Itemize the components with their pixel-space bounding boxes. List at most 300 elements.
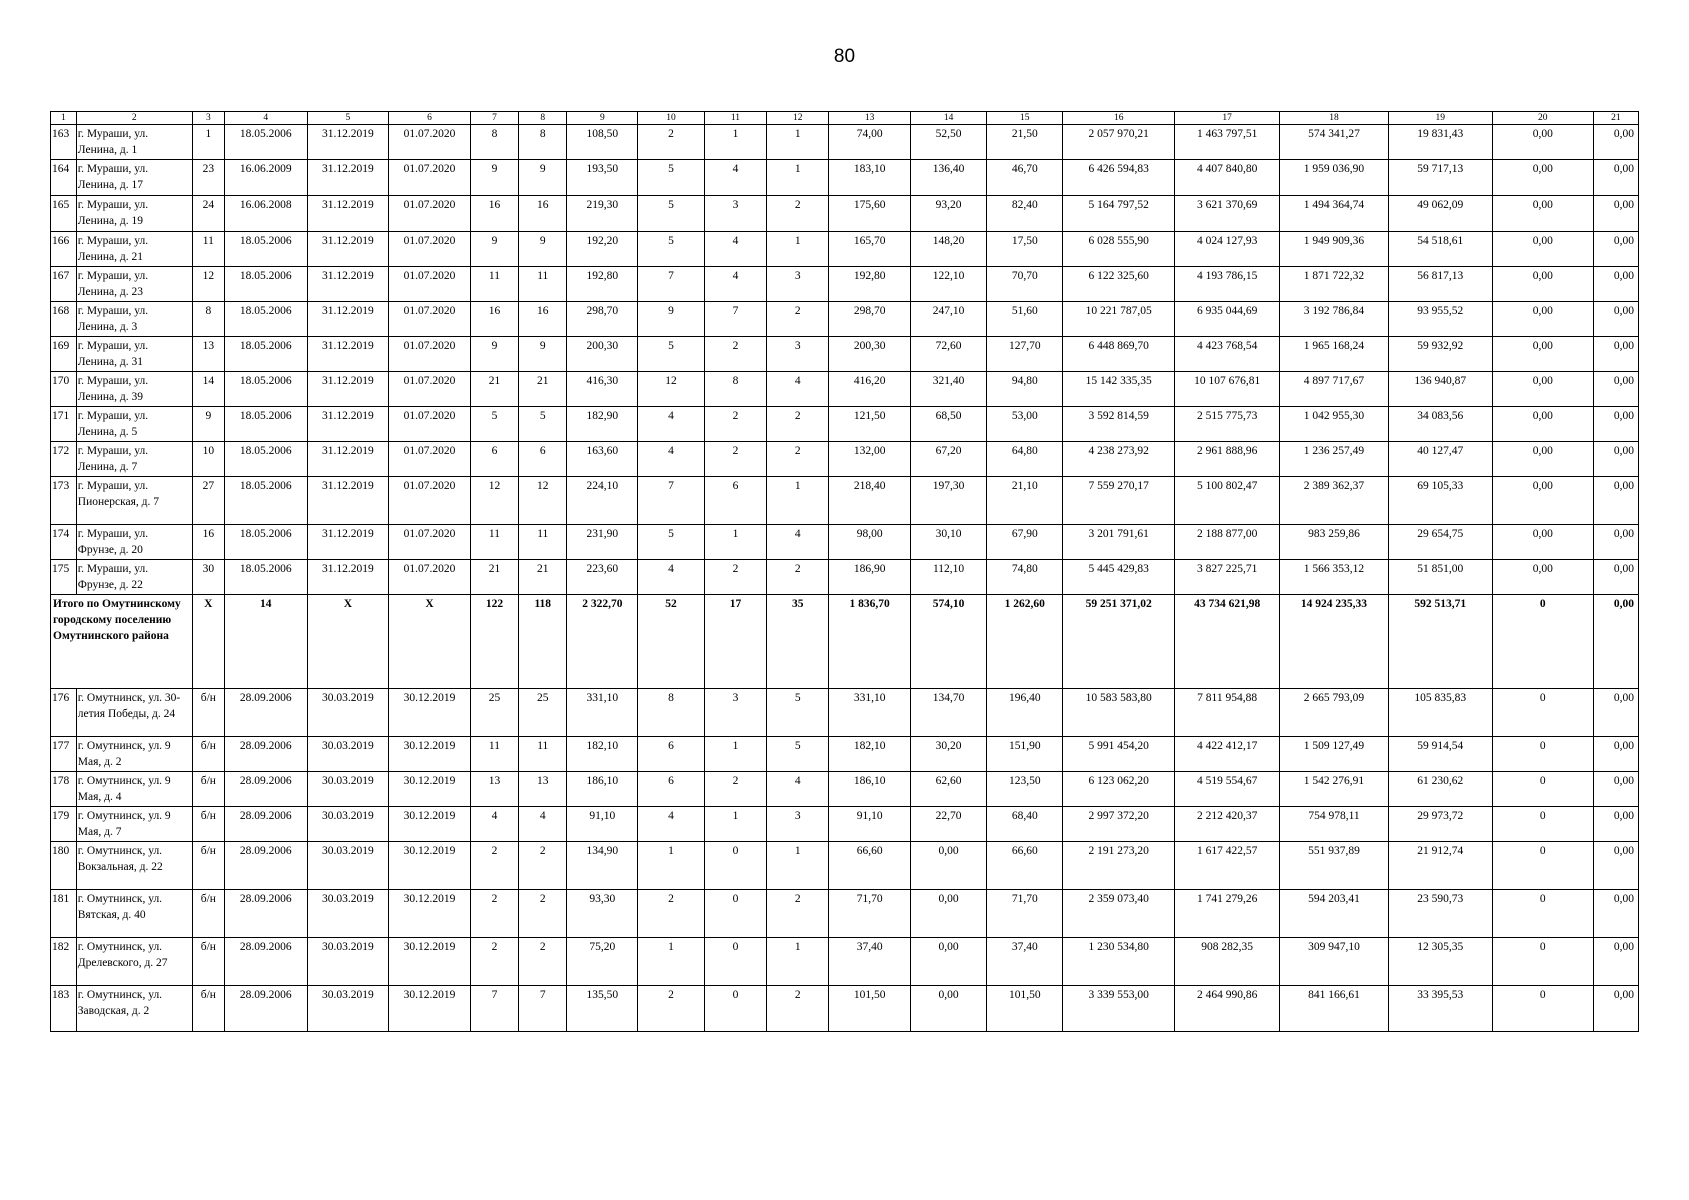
table-cell: 180: [51, 842, 77, 890]
table-cell: 9: [638, 302, 705, 337]
table-cell: 6 448 869,70: [1063, 337, 1175, 372]
table-cell: 01.07.2020: [389, 302, 471, 337]
table-cell: 309 947,10: [1280, 938, 1388, 986]
column-number: 5: [307, 112, 389, 125]
address-cell: г. Мураши, ул. Ленина, д. 5: [76, 407, 192, 442]
total-row: [51, 595, 1639, 689]
table-cell: 2: [767, 560, 829, 595]
column-number: 10: [638, 112, 705, 125]
address-cell: г. Мураши, ул. Ленина, д. 23: [76, 267, 192, 302]
table-cell: 21,50: [987, 125, 1063, 160]
table-cell: 21 912,74: [1388, 842, 1492, 890]
table-cell: 18.05.2006: [224, 372, 307, 407]
table-cell: 1: [767, 125, 829, 160]
table-cell: 31.12.2019: [307, 372, 389, 407]
table-cell: б/н: [192, 938, 224, 986]
table-cell: б/н: [192, 986, 224, 1032]
table-cell: 6: [638, 772, 705, 807]
table-cell: 6 028 555,90: [1063, 232, 1175, 267]
table-cell: 51,60: [987, 302, 1063, 337]
table-cell: 0,00: [1593, 986, 1638, 1032]
table-cell: 5: [767, 689, 829, 737]
table-cell: 0,00: [1492, 337, 1593, 372]
table-row: [51, 372, 1639, 407]
table-cell: 2: [470, 890, 518, 938]
table-cell: 0,00: [1593, 232, 1638, 267]
table-cell: 2: [704, 442, 766, 477]
total-cell: 1 262,60: [987, 595, 1063, 689]
table-cell: 67,90: [987, 525, 1063, 560]
table-cell: 5 164 797,52: [1063, 196, 1175, 232]
table-cell: 3 339 553,00: [1063, 986, 1175, 1032]
total-label: Итого по Омутнинскому городскому поселению Омутнинского района: [51, 595, 193, 689]
table-cell: 31.12.2019: [307, 442, 389, 477]
table-cell: 0: [1492, 689, 1593, 737]
table-cell: 74,80: [987, 560, 1063, 595]
column-number: 17: [1175, 112, 1280, 125]
table-cell: 0,00: [1593, 302, 1638, 337]
table-cell: 166: [51, 232, 77, 267]
table-row: [51, 525, 1639, 560]
table-cell: 49 062,09: [1388, 196, 1492, 232]
table-cell: 6 123 062,20: [1063, 772, 1175, 807]
column-number: 4: [224, 112, 307, 125]
table-cell: 12: [519, 477, 567, 525]
table-cell: 2 212 420,37: [1175, 807, 1280, 842]
table-row: [51, 267, 1639, 302]
table-cell: 10: [192, 442, 224, 477]
table-cell: 2: [470, 938, 518, 986]
table-cell: 16.06.2009: [224, 160, 307, 196]
table-cell: 30.12.2019: [389, 938, 471, 986]
table-cell: 52,50: [910, 125, 986, 160]
table-cell: 1: [704, 525, 766, 560]
table-cell: 75,20: [567, 938, 638, 986]
table-cell: 0: [1492, 772, 1593, 807]
table-cell: 28.09.2006: [224, 737, 307, 772]
table-cell: 1 236 257,49: [1280, 442, 1388, 477]
table-cell: 3: [704, 689, 766, 737]
address-cell: г. Мураши, ул. Ленина, д. 17: [76, 160, 192, 196]
table-cell: 167: [51, 267, 77, 302]
total-cell: 14 924 235,33: [1280, 595, 1388, 689]
table-cell: 21: [470, 372, 518, 407]
table-cell: 01.07.2020: [389, 477, 471, 525]
table-cell: 82,40: [987, 196, 1063, 232]
table-cell: 136 940,87: [1388, 372, 1492, 407]
table-cell: 1: [638, 842, 705, 890]
table-cell: 12 305,35: [1388, 938, 1492, 986]
table-cell: 0: [704, 938, 766, 986]
table-cell: 8: [192, 302, 224, 337]
table-cell: 51 851,00: [1388, 560, 1492, 595]
table-cell: 0,00: [1593, 125, 1638, 160]
table-cell: 0,00: [1593, 407, 1638, 442]
table-cell: 59 717,13: [1388, 160, 1492, 196]
table-cell: 18.05.2006: [224, 125, 307, 160]
table-cell: 9: [470, 160, 518, 196]
address-cell: г. Мураши, ул. Ленина, д. 19: [76, 196, 192, 232]
table-cell: 11: [519, 737, 567, 772]
table-cell: 298,70: [567, 302, 638, 337]
table-cell: 2 997 372,20: [1063, 807, 1175, 842]
table-cell: 4: [704, 160, 766, 196]
total-cell: X: [307, 595, 389, 689]
table-row: [51, 890, 1639, 938]
table-cell: б/н: [192, 842, 224, 890]
table-cell: 101,50: [829, 986, 911, 1032]
table-cell: 23 590,73: [1388, 890, 1492, 938]
table-cell: 62,60: [910, 772, 986, 807]
table-cell: 331,10: [829, 689, 911, 737]
table-cell: 416,20: [829, 372, 911, 407]
table-row: [51, 337, 1639, 372]
table-cell: 71,70: [829, 890, 911, 938]
table-row: [51, 807, 1639, 842]
table-cell: 93 955,52: [1388, 302, 1492, 337]
table-cell: 0,00: [910, 842, 986, 890]
table-cell: 2: [767, 986, 829, 1032]
table-cell: 4 238 273,92: [1063, 442, 1175, 477]
table-row: [51, 232, 1639, 267]
table-cell: 7 811 954,88: [1175, 689, 1280, 737]
table-cell: 4: [519, 807, 567, 842]
table-cell: 34 083,56: [1388, 407, 1492, 442]
table-cell: 13: [192, 337, 224, 372]
table-cell: 0,00: [1593, 807, 1638, 842]
table-cell: 5 991 454,20: [1063, 737, 1175, 772]
table-cell: 70,70: [987, 267, 1063, 302]
table-cell: 18.05.2006: [224, 560, 307, 595]
table-cell: 18.05.2006: [224, 407, 307, 442]
table-cell: 168: [51, 302, 77, 337]
table-row: [51, 477, 1639, 525]
total-cell: 17: [704, 595, 766, 689]
table-cell: 4: [704, 232, 766, 267]
column-number: 7: [470, 112, 518, 125]
table-cell: 0,00: [1492, 196, 1593, 232]
table-cell: 30,20: [910, 737, 986, 772]
table-cell: 224,10: [567, 477, 638, 525]
table-cell: 3: [767, 807, 829, 842]
table-cell: 21,10: [987, 477, 1063, 525]
table-cell: 31.12.2019: [307, 407, 389, 442]
total-cell: 52: [638, 595, 705, 689]
address-cell: г. Мураши, ул. Фрунзе, д. 20: [76, 525, 192, 560]
table-cell: 4: [767, 772, 829, 807]
table-cell: 37,40: [987, 938, 1063, 986]
table-cell: 7: [704, 302, 766, 337]
table-cell: 30.03.2019: [307, 689, 389, 737]
table-cell: 11: [519, 267, 567, 302]
table-cell: 01.07.2020: [389, 160, 471, 196]
table-cell: 98,00: [829, 525, 911, 560]
table-cell: б/н: [192, 772, 224, 807]
column-number: 18: [1280, 112, 1388, 125]
address-cell: г. Омутнинск, ул. 30-летия Победы, д. 24: [76, 689, 192, 737]
table-cell: 01.07.2020: [389, 560, 471, 595]
table-cell: 64,80: [987, 442, 1063, 477]
address-cell: г. Омутнинск, ул. Вятская, д. 40: [76, 890, 192, 938]
table-cell: 4 407 840,80: [1175, 160, 1280, 196]
table-cell: 30.03.2019: [307, 807, 389, 842]
table-cell: 1 542 276,91: [1280, 772, 1388, 807]
registry-table: [50, 111, 1639, 1032]
column-number: 11: [704, 112, 766, 125]
table-cell: 10 221 787,05: [1063, 302, 1175, 337]
table-cell: 0,00: [1492, 160, 1593, 196]
table-cell: 2 515 775,73: [1175, 407, 1280, 442]
table-cell: 15 142 335,35: [1063, 372, 1175, 407]
table-cell: 54 518,61: [1388, 232, 1492, 267]
table-cell: 30.12.2019: [389, 986, 471, 1032]
table-cell: 2: [767, 196, 829, 232]
table-cell: 29 654,75: [1388, 525, 1492, 560]
table-cell: 10 583 583,80: [1063, 689, 1175, 737]
table-cell: 163,60: [567, 442, 638, 477]
table-cell: 4: [704, 267, 766, 302]
table-cell: 5 445 429,83: [1063, 560, 1175, 595]
table-cell: 148,20: [910, 232, 986, 267]
table-cell: 1 566 353,12: [1280, 560, 1388, 595]
table-cell: 9: [519, 160, 567, 196]
table-cell: 1: [704, 807, 766, 842]
table-cell: 183: [51, 986, 77, 1032]
table-cell: 4: [638, 560, 705, 595]
table-cell: 0,00: [1593, 689, 1638, 737]
table-cell: 53,00: [987, 407, 1063, 442]
table-cell: 841 166,61: [1280, 986, 1388, 1032]
table-cell: 28.09.2006: [224, 986, 307, 1032]
table-cell: 134,70: [910, 689, 986, 737]
table-cell: 172: [51, 442, 77, 477]
table-row: [51, 689, 1639, 737]
table-cell: 2: [519, 938, 567, 986]
table-cell: 56 817,13: [1388, 267, 1492, 302]
table-cell: 321,40: [910, 372, 986, 407]
table-cell: 108,50: [567, 125, 638, 160]
table-cell: 983 259,86: [1280, 525, 1388, 560]
table-cell: 0,00: [1492, 232, 1593, 267]
table-cell: 121,50: [829, 407, 911, 442]
table-cell: 30.03.2019: [307, 737, 389, 772]
table-cell: 18.05.2006: [224, 232, 307, 267]
table-cell: 3: [767, 337, 829, 372]
table-cell: 5: [638, 232, 705, 267]
table-cell: 1 463 797,51: [1175, 125, 1280, 160]
total-cell: 59 251 371,02: [1063, 595, 1175, 689]
table-cell: 7: [519, 986, 567, 1032]
table-row: [51, 407, 1639, 442]
table-cell: 59 932,92: [1388, 337, 1492, 372]
column-number: 8: [519, 112, 567, 125]
table-cell: 192,80: [567, 267, 638, 302]
table-cell: 30.12.2019: [389, 737, 471, 772]
total-cell: 35: [767, 595, 829, 689]
table-cell: 23: [192, 160, 224, 196]
table-cell: 72,60: [910, 337, 986, 372]
table-cell: 28.09.2006: [224, 807, 307, 842]
table-cell: 178: [51, 772, 77, 807]
table-cell: 4: [470, 807, 518, 842]
table-cell: 200,30: [567, 337, 638, 372]
table-cell: 4 024 127,93: [1175, 232, 1280, 267]
table-cell: б/н: [192, 890, 224, 938]
total-cell: 14: [224, 595, 307, 689]
table-cell: 66,60: [987, 842, 1063, 890]
table-cell: 2 464 990,86: [1175, 986, 1280, 1032]
table-cell: 94,80: [987, 372, 1063, 407]
table-cell: 6: [519, 442, 567, 477]
table-cell: 3 621 370,69: [1175, 196, 1280, 232]
table-cell: 192,20: [567, 232, 638, 267]
total-cell: X: [389, 595, 471, 689]
table-cell: 1 617 422,57: [1175, 842, 1280, 890]
address-cell: г. Омутнинск, ул. 9 Мая, д. 4: [76, 772, 192, 807]
table-cell: 2: [638, 125, 705, 160]
table-row: [51, 302, 1639, 337]
table-cell: 4 423 768,54: [1175, 337, 1280, 372]
table-cell: 2: [767, 442, 829, 477]
table-cell: 30.12.2019: [389, 689, 471, 737]
table-cell: 31.12.2019: [307, 267, 389, 302]
table-cell: 30.12.2019: [389, 772, 471, 807]
table-cell: 136,40: [910, 160, 986, 196]
table-cell: 331,10: [567, 689, 638, 737]
table-cell: 186,10: [829, 772, 911, 807]
table-cell: б/н: [192, 807, 224, 842]
table-cell: 91,10: [567, 807, 638, 842]
table-cell: 1: [767, 938, 829, 986]
table-cell: 0,00: [1593, 442, 1638, 477]
table-cell: 151,90: [987, 737, 1063, 772]
table-cell: 193,50: [567, 160, 638, 196]
table-cell: 0,00: [1593, 842, 1638, 890]
table-cell: 1 494 364,74: [1280, 196, 1388, 232]
table-cell: 68,50: [910, 407, 986, 442]
table-cell: 1: [767, 477, 829, 525]
table-cell: 186,10: [567, 772, 638, 807]
table-cell: 13: [519, 772, 567, 807]
table-cell: 9: [470, 232, 518, 267]
table-cell: 181: [51, 890, 77, 938]
table-cell: 11: [470, 525, 518, 560]
table-cell: 0,00: [1492, 560, 1593, 595]
table-cell: 67,20: [910, 442, 986, 477]
table-cell: б/н: [192, 737, 224, 772]
table-cell: 8: [638, 689, 705, 737]
table-cell: 1: [192, 125, 224, 160]
table-cell: 0,00: [1593, 372, 1638, 407]
table-cell: 0,00: [1492, 125, 1593, 160]
address-cell: г. Мураши, ул. Ленина, д. 31: [76, 337, 192, 372]
table-cell: 7: [638, 477, 705, 525]
table-row: [51, 737, 1639, 772]
table-cell: 1 509 127,49: [1280, 737, 1388, 772]
page-number: 80: [833, 46, 856, 67]
table-row: [51, 560, 1639, 595]
table-cell: 101,50: [987, 986, 1063, 1032]
table-cell: 175,60: [829, 196, 911, 232]
table-cell: 182,90: [567, 407, 638, 442]
table-cell: 105 835,83: [1388, 689, 1492, 737]
address-cell: г. Мураши, ул. Ленина, д. 21: [76, 232, 192, 267]
table-cell: 22,70: [910, 807, 986, 842]
table-cell: 200,30: [829, 337, 911, 372]
table-cell: 2: [767, 407, 829, 442]
table-cell: 122,10: [910, 267, 986, 302]
column-number: 19: [1388, 112, 1492, 125]
table-cell: 28.09.2006: [224, 772, 307, 807]
table-cell: 91,10: [829, 807, 911, 842]
address-cell: г. Мураши, ул. Фрунзе, д. 22: [76, 560, 192, 595]
column-number: 2: [76, 112, 192, 125]
table-cell: 14: [192, 372, 224, 407]
address-cell: г. Мураши, ул. Ленина, д. 1: [76, 125, 192, 160]
table-cell: 18.05.2006: [224, 302, 307, 337]
table-cell: 218,40: [829, 477, 911, 525]
table-cell: 74,00: [829, 125, 911, 160]
address-cell: г. Мураши, ул. Ленина, д. 3: [76, 302, 192, 337]
column-number: 20: [1492, 112, 1593, 125]
total-cell: 1 836,70: [829, 595, 911, 689]
table-cell: 1 230 534,80: [1063, 938, 1175, 986]
table-cell: 25: [470, 689, 518, 737]
table-cell: 28.09.2006: [224, 938, 307, 986]
table-cell: 0,00: [1593, 160, 1638, 196]
table-cell: 1 042 955,30: [1280, 407, 1388, 442]
table-cell: 0,00: [1492, 372, 1593, 407]
table-cell: 9: [192, 407, 224, 442]
table-cell: 30: [192, 560, 224, 595]
table-cell: 175: [51, 560, 77, 595]
table-cell: 231,90: [567, 525, 638, 560]
table-cell: 0,00: [1492, 267, 1593, 302]
table-cell: 1: [704, 125, 766, 160]
table-cell: 11: [192, 232, 224, 267]
table-cell: 2 188 877,00: [1175, 525, 1280, 560]
table-cell: 29 973,72: [1388, 807, 1492, 842]
table-cell: 18.05.2006: [224, 525, 307, 560]
table-cell: 01.07.2020: [389, 232, 471, 267]
address-cell: г. Омутнинск, ул. Заводская, д. 2: [76, 986, 192, 1032]
table-cell: 6: [704, 477, 766, 525]
column-number: 6: [389, 112, 471, 125]
table-cell: 21: [519, 372, 567, 407]
table-cell: 30.03.2019: [307, 772, 389, 807]
table-cell: 18.05.2006: [224, 477, 307, 525]
table-cell: 186,90: [829, 560, 911, 595]
table-cell: 2: [519, 842, 567, 890]
column-number: 15: [987, 112, 1063, 125]
table-cell: 11: [519, 525, 567, 560]
table-cell: 0: [1492, 842, 1593, 890]
table-cell: 10 107 676,81: [1175, 372, 1280, 407]
table-cell: 93,20: [910, 196, 986, 232]
table-row: [51, 772, 1639, 807]
table-cell: 33 395,53: [1388, 986, 1492, 1032]
table-cell: 40 127,47: [1388, 442, 1492, 477]
table-cell: 183,10: [829, 160, 911, 196]
table-cell: 01.07.2020: [389, 337, 471, 372]
table-cell: 31.12.2019: [307, 337, 389, 372]
table-row: [51, 938, 1639, 986]
table-cell: 197,30: [910, 477, 986, 525]
column-number: 13: [829, 112, 911, 125]
address-cell: г. Омутнинск, ул. 9 Мая, д. 7: [76, 807, 192, 842]
table-cell: 4: [638, 807, 705, 842]
table-cell: 25: [519, 689, 567, 737]
